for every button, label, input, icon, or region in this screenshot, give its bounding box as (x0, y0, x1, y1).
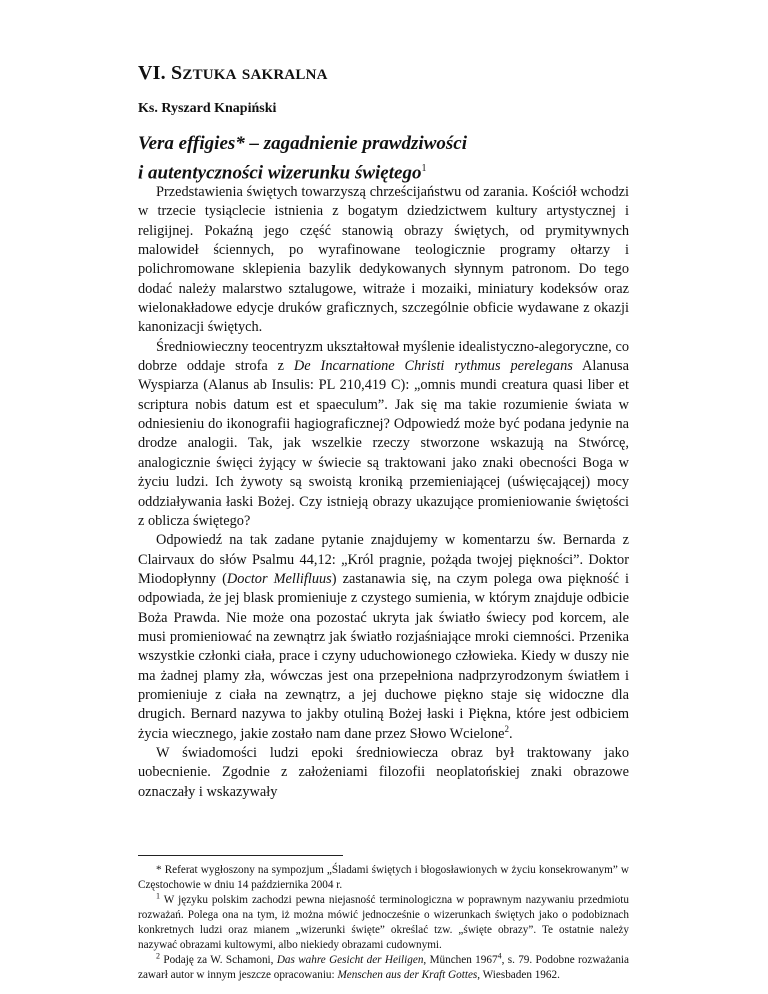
section-heading (138, 62, 328, 85)
section-number: VI. (138, 62, 166, 84)
paragraph-4: W świadomości ludzi epoki średniowiecza obraz był traktowany jako uobecnienie. Zgodnie z założeniami filozofii neoplatońskiej znaki obrazowe oznaczały i wskazywały (138, 744, 629, 800)
article-title-line-2 (138, 156, 658, 185)
footnote-2-reference: 2 (504, 723, 510, 734)
paragraph-3-text-b: ) zastanawia się, na czym polega owa piękność i odpowiada, że jej blask promieniuje z czystego sumienia, w którym znajduje odbicie Boża Prawda. Nie może ona pozostać ukryta jak światło świecy pod korcem, ale musi promieniować na zewnątrz jak światło rozjaśniające mroki ciemności. Przenika wszystkie członki ciała, prace i czyny uduchowionego człowieka. Kiedy w duszy nie ma żadnej plamy zła, wówczas jest ona przepełniona nadprzyrodzonym światłem i promieniuje z ciała na zewnątrz, a jej duchowe piękno staje się widoczne dla drugich. Bernard nazywa to jakby otuliną Bożej łaski i Piękna, które jest odbiciem życia wiecznego, jakie zostało nam dane przez Słowo Wcielone (138, 570, 629, 742)
section-heading-initial: S (171, 62, 183, 84)
footnotes (138, 863, 629, 983)
paragraph-2-text-b: Alanusa Wyspiarza (Alanus ab Insulis: PL 210,419 C): „omnis mundi creatura quasi liber et scriptura nobis datum est et spaeculum”. Jak się ma takie rozumienie świata w odniesieniu do ikonografii hagiograficznej? Odpowiedź może być podana jedynie na drodze analogii. Tak, jak wszelkie rzeczy stworzone wskazują na Stwórcę, analogicznie święci żyjący w świecie są traktowani jako znaki obecności Boga w życiu ludzi. Ich żywoty są swoistą kroniką przemieniającej (uświęcającej) mocy oddziaływania łaski Bożej. Czy istnieją obrazy ukazujące promieniowanie świętości z oblicza świętego? (138, 358, 629, 529)
paragraph-2-italic: De Incarnatione Christi rythmus perelegans (293, 358, 573, 375)
footnote-2-text-b: , München 1967 (423, 954, 498, 966)
footnote-2-italic-1: Das wahre Gesicht der Heiligen (276, 954, 424, 966)
footnote-1-mark: 1 (156, 891, 160, 901)
paragraph-3-italic: Doctor Mellifluus (226, 570, 332, 587)
footnote-2-text-d: , Wiesbaden 1962. (477, 969, 560, 981)
footnote-2-text-a: Podaję za W. Schamoni, (160, 954, 277, 966)
title-footnote-mark: 1 (421, 163, 427, 174)
paragraph-3-text-a: Odpowiedź na tak zadane pytanie znajdujemy w komentarzu św. Bernarda z Clairvaux do słów Psalmu 44,12: „Król pragnie, pożąda twojej piękności”. Doktor Miodopłynny ( (138, 532, 629, 587)
section-heading-word-2: SAKRALNA (241, 67, 328, 83)
article-body (138, 183, 629, 802)
paragraph-2-text-a: Średniowieczny teocentryzm ukształtował myślenie idealistyczno-alegoryczne, co dobrze oddaje strofa z (138, 338, 629, 375)
footnote-2 (138, 953, 629, 983)
footnote-separator (138, 855, 343, 856)
article-title (138, 131, 658, 185)
article-title-line-2-text: i autentyczności wizerunku świętego (138, 162, 422, 184)
footnote-2-italic-2: Menschen aus der Kraft Gottes (337, 969, 478, 981)
article-author: Ks. Ryszard Knapiński (138, 101, 277, 116)
paragraph-1: Przedstawienia świętych towarzyszą chrześcijaństwu od zarania. Kościół wchodzi w trzecie tysiąclecie istnienia z bogatym dziedzictwem kultury artystycznej i religijnej. Pokaźną jego część stanowią obrazy świętych, od prymitywnych malowideł ściennych, po wyrafinowane teologicznie programy ołtarzy i polichromowane sklepienia bazylik dedykowanych słynnym patronom. Do tego dodać należy malarstwo sztalugowe, witraże i mozaiki, miniatury kodeksów oraz wielonakładowe edycje druków graficznych, szczególnie obficie wydawane z okazji kanonizacji świętych. (138, 184, 629, 336)
article-title-line-1: Vera effigies* – zagadnienie prawdziwości (138, 133, 467, 154)
paragraph-3-end: . (509, 725, 513, 742)
footnote-1 (138, 893, 629, 953)
footnote-2-text-c: , s. 79. Podobne rozważania zawarł autor w innym jeszcze opracowaniu: (138, 954, 629, 981)
footnote-1-text: W języku polskim zachodzi pewna niejasność terminologiczna w poprawnym nazywaniu przedmiotu rozważań. Polega ona na tym, iż można mówić jednocześnie o wizerunkach świętych jako o podobiznach konkretnych ludzi oraz mianem „wizerunki święte” określać tzw. „święte obrazy”. Te ostatnie należy nazywać obrazami kultowymi, albo niekiedy obrazami cudownymi. (138, 894, 629, 951)
footnote-2-edition: 4 (497, 951, 502, 961)
paragraph-2 (138, 338, 629, 531)
footnote-star: * Referat wygłoszony na sympozjum „Śladami świętych i błogosławionych w życiu konsekrowanym” w Częstochowie w dniu 14 października 2004 r. (138, 864, 629, 891)
footnote-2-mark: 2 (156, 951, 160, 961)
paragraph-3 (138, 531, 629, 744)
section-heading-word-1: ZTUKA (182, 67, 237, 83)
